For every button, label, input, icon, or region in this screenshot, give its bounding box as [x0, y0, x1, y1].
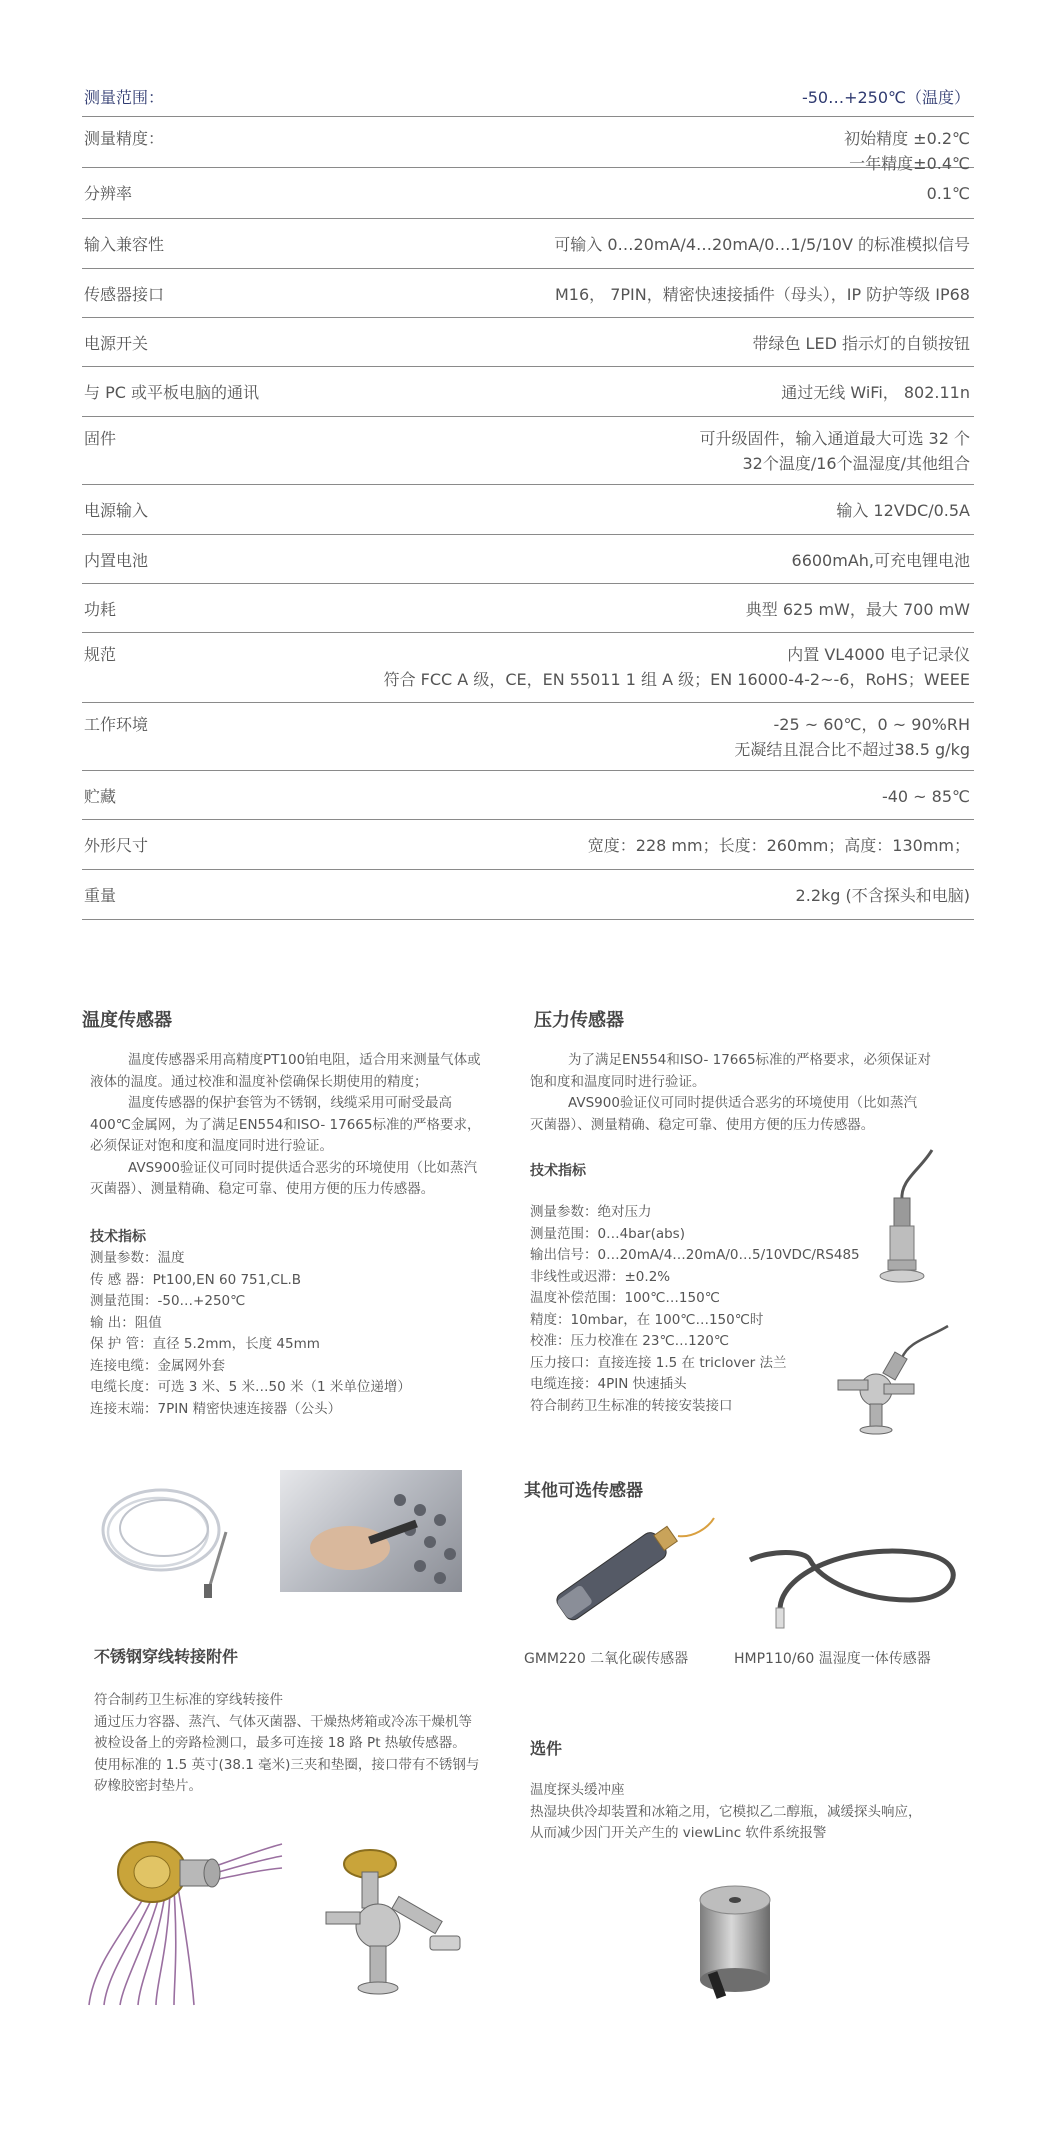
temp-sensor-description [90, 1050, 481, 1201]
spec-value [554, 232, 974, 257]
paragraph-line: 为了满足EN554和ISO- 17665标准的严格要求，必须保证对 [568, 1052, 932, 1068]
paragraph-line: AVS900验证仪可同时提供适合恶劣的环境使用（比如蒸汽 [128, 1159, 477, 1176]
spec-value-line: 可升级固件，输入通道最大可选 32 个 [699, 429, 970, 448]
spec-label: 电源输入 [84, 501, 149, 520]
pressure-sensor-title: 压力传感器 [534, 1010, 624, 1031]
list-line: 使用标准的 1.5 英寸(38.1 毫米)三夹和垫圈，接口带有不锈钢与 [94, 1756, 480, 1773]
list-line: 精度：10mbar，在 100℃…150℃时 [530, 1311, 764, 1328]
spec-row [82, 219, 974, 269]
feedthrough-adapter-image [322, 1836, 482, 2016]
pressure-spec-title: 技术指标 [530, 1163, 586, 1179]
list-line: 通过压力容器、蒸汽、气体灭菌器、干燥热烤箱或冷冻干燥机等 [94, 1713, 472, 1730]
list-line: 连接电缆：金属网外套 [90, 1357, 225, 1374]
pressure-spec-list [530, 1202, 860, 1417]
list-line: 符合制药卫生标准的穿线转接件 [94, 1692, 283, 1708]
gmm220-sensor-image [528, 1508, 718, 1628]
spec-value [882, 784, 974, 809]
hmp110-caption: HMP110/60 温湿度一体传感器 [734, 1651, 931, 1667]
spec-value-line: 典型 625 mW，最大 700 mW [745, 600, 970, 619]
spec-label: 传感器接口 [84, 285, 165, 304]
spec-value-line: 32个温度/16个温湿度/其他组合 [742, 454, 970, 473]
list-line: 非线性或迟滞：±0.2% [530, 1268, 671, 1285]
spec-row [82, 485, 974, 535]
spec-value-line: 初始精度 ±0.2℃ [844, 129, 970, 148]
temp-spec-title: 技术指标 [90, 1229, 146, 1245]
other-sensors-title: 其他可选传感器 [524, 1481, 643, 1501]
spec-row [82, 703, 974, 771]
spec-value [792, 548, 974, 573]
spec-label: 内置电池 [84, 551, 149, 570]
list-line: 校准：压力校准在 23℃…120℃ [530, 1333, 730, 1349]
spec-value-line: 宽度：228 mm；长度：260mm；高度：130mm； [587, 836, 970, 855]
list-line: 输 出：阻值 [90, 1314, 162, 1331]
spec-row [82, 417, 974, 485]
list-line: 热湿块供冷却装置和冰箱之用，它模拟乙二醇瓶，减缓探头响应， [530, 1803, 922, 1820]
pressure-sensor-with-adapter-image [828, 1318, 958, 1438]
feedthrough-wires-image [84, 1830, 284, 2010]
temperature-probe-cable-image [96, 1472, 246, 1602]
list-line: 电缆连接：4PIN 快速插头 [530, 1376, 687, 1392]
spec-value-line: -50…+250℃（温度） [801, 88, 970, 107]
spec-row [82, 820, 974, 870]
gmm220-caption: GMM220 二氧化碳传感器 [524, 1651, 689, 1667]
spec-label: 与 PC 或平板电脑的通讯 [84, 383, 259, 402]
spec-row [82, 269, 974, 318]
spec-row [82, 584, 974, 633]
spec-value-line: 2.2kg (不含探头和电脑) [795, 886, 970, 905]
spec-value [796, 883, 974, 908]
spec-row [82, 72, 974, 117]
spec-row [82, 367, 974, 417]
list-line: 测量范围：0…4bar(abs) [530, 1225, 685, 1242]
spec-value-line: 通过无线 WiFi， 802.11n [781, 383, 970, 402]
list-line: 温度补偿范围：100℃…150℃ [530, 1290, 720, 1306]
spec-value [802, 85, 974, 110]
list-line: 矽橡胶密封垫片。 [94, 1778, 202, 1794]
spec-value [699, 426, 974, 476]
list-line: 保 护 管：直径 5.2mm，长度 45mm [90, 1336, 320, 1352]
spec-label: 电源开关 [84, 334, 149, 353]
spec-label: 分辨率 [84, 184, 133, 203]
spec-label: 工作环境 [84, 715, 149, 734]
spec-label: 功耗 [84, 600, 117, 619]
spec-value [836, 498, 974, 523]
spec-row [82, 318, 974, 367]
feedthrough-title: 不锈钢穿线转接附件 [94, 1647, 239, 1666]
spec-value-line: 带绿色 LED 指示灯的自锁按钮 [752, 334, 970, 353]
spec-value [555, 282, 974, 307]
list-line: 被检设备上的旁路检测口，最多可连接 18 路 Pt 热敏传感器。 [94, 1735, 466, 1751]
paragraph-line: 必须保证对饱和度和温度同时进行验证。 [90, 1138, 333, 1154]
paragraph-line: 400℃金属网，为了满足EN554和ISO- 17665标准的严格要求， [90, 1116, 481, 1133]
spec-value [746, 597, 974, 622]
spec-label: 重量 [84, 886, 117, 905]
spec-row [82, 117, 974, 173]
spec-value-line: 6600mAh,可充电锂电池 [791, 551, 970, 570]
spec-value-line: 符合 FCC A 级，CE，EN 55011 1 组 A 级；EN 16000-4-2~-6，RoHS；WEEE [383, 670, 970, 689]
spec-value [927, 181, 974, 206]
spec-label: 外形尺寸 [84, 836, 149, 855]
list-line: 温度探头缓冲座 [530, 1782, 625, 1798]
list-line: 输出信号：0…20mA/4…20mA/0…5/10VDC/RS485 [530, 1247, 860, 1263]
list-line: 测量参数：温度 [90, 1250, 185, 1266]
pressure-transmitter-image [860, 1140, 960, 1300]
paragraph-line: 灭菌器）、测量精确、稳定可靠、使用方便的压力传感器。 [530, 1116, 875, 1133]
list-line: 连接末端：7PIN 精密快速连接器（公头） [90, 1400, 342, 1417]
spec-value-line: -25 ~ 60℃，0 ~ 90%RH [773, 715, 970, 734]
temp-spec-list [90, 1248, 411, 1420]
feedthrough-description [94, 1690, 479, 1798]
paragraph-line: 灭菌器）、测量精确、稳定可靠、使用方便的压力传感器。 [90, 1181, 435, 1197]
spec-value [752, 331, 974, 356]
spec-value-line: M16， 7PIN，精密快速接插件（母头），IP 防护等级 IP68 [554, 285, 970, 304]
options-title: 选件 [530, 1739, 563, 1758]
pressure-sensor-description [530, 1050, 931, 1136]
probe-connection-photo [280, 1470, 462, 1592]
temp-sensor-title: 温度传感器 [82, 1010, 172, 1031]
spec-label: 测量范围： [84, 88, 165, 107]
list-line: 压力接口：直接连接 1.5 在 triclover 法兰 [530, 1354, 787, 1371]
list-line: 测量范围：-50…+250℃ [90, 1293, 246, 1309]
spec-value-line: 0.1℃ [926, 184, 970, 203]
spec-value-line: 可输入 0…20mA/4…20mA/0…1/5/10V 的标准模拟信号 [554, 235, 970, 254]
spec-label: 测量精度： [84, 129, 165, 148]
spec-label: 输入兼容性 [84, 235, 165, 254]
spec-table [82, 72, 974, 920]
list-line: 传 感 器：Pt100,EN 60 751,CL.B [90, 1271, 302, 1288]
list-line: 符合制药卫生标准的转接安装接口 [530, 1397, 733, 1414]
spec-value-line: 输入 12VDC/0.5A [836, 501, 970, 520]
spec-label: 规范 [84, 645, 117, 664]
spec-value-line: -40 ~ 85℃ [881, 787, 970, 806]
spec-row [82, 870, 974, 920]
spec-value [734, 712, 974, 762]
list-line: 电缆长度：可选 3 米、5 米…50 米（1 米单位递增） [90, 1379, 411, 1395]
paragraph-line: 饱和度和温度同时进行验证。 [530, 1073, 706, 1090]
spec-row [82, 168, 974, 219]
spec-value-line: 无凝结且混合比不超过38.5 g/kg [734, 740, 970, 759]
spec-row [82, 771, 974, 820]
options-description [530, 1780, 922, 1845]
paragraph-line: 温度传感器的保护套管为不锈钢，线缆采用可耐受最高 [128, 1095, 452, 1111]
list-line: 测量参数：绝对压力 [530, 1204, 652, 1220]
spec-label: 固件 [84, 429, 117, 448]
spec-value-line: 一年精度±0.4℃ [849, 154, 970, 173]
spec-value [781, 380, 974, 405]
paragraph-line: 液体的温度。通过校准和温度补偿确保长期使用的精度； [90, 1073, 428, 1090]
hmp110-sensor-image [740, 1520, 970, 1630]
spec-label: 贮藏 [84, 787, 117, 806]
buffer-block-image [686, 1876, 796, 2006]
list-line: 从而减少因门开关产生的 viewLinc 软件系统报警 [530, 1825, 827, 1841]
spec-row [82, 535, 974, 584]
paragraph-line: AVS900验证仪可同时提供适合恶劣的环境使用（比如蒸汽 [568, 1095, 917, 1111]
paragraph-line: 温度传感器采用高精度PT100铂电阻，适合用来测量气体或 [128, 1052, 481, 1068]
spec-value [844, 126, 974, 176]
spec-row [82, 633, 974, 703]
spec-value [384, 642, 974, 692]
spec-value-line: 内置 VL4000 电子记录仪 [787, 645, 970, 664]
spec-value [588, 833, 974, 858]
